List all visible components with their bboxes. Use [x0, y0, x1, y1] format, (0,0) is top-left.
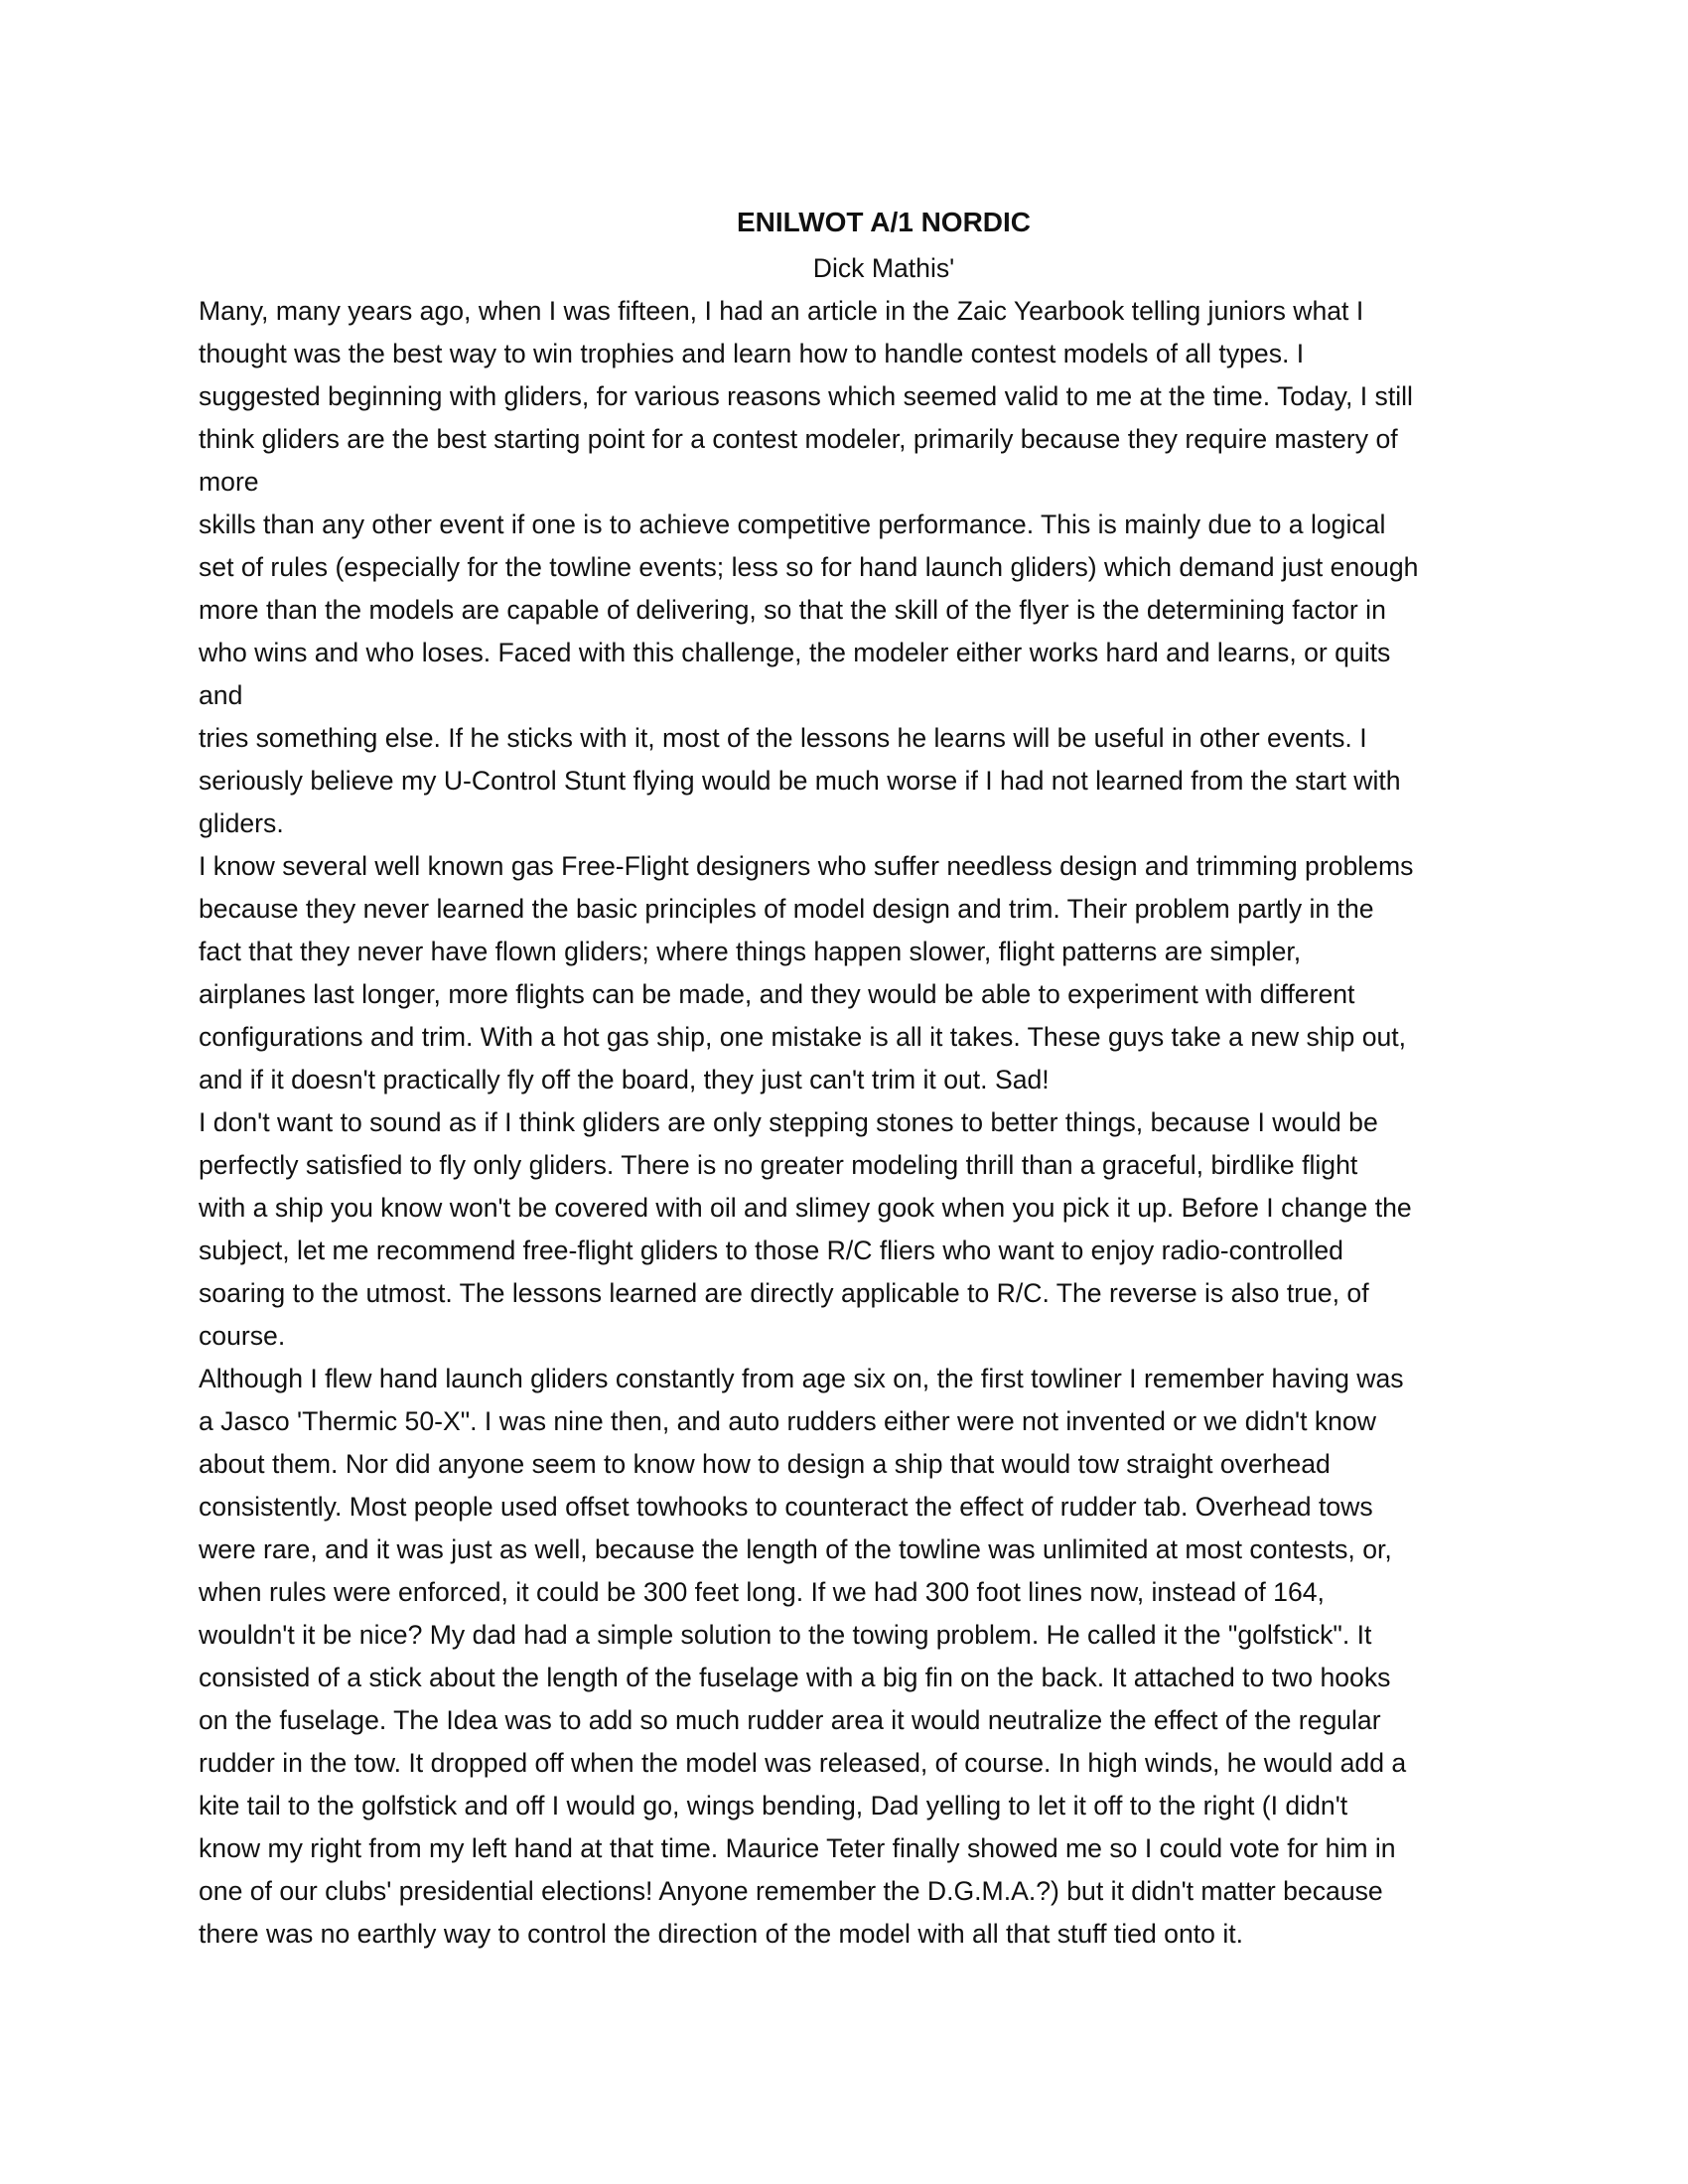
text-line: more than the models are capable of delivering, so that the skill of the flyer is the determining factor in [199, 595, 1386, 625]
text-line: consisted of a stick about the length of the fuselage with a big fin on the back. It attached to two hooks [199, 1663, 1391, 1692]
text-line: airplanes last longer, more flights can be made, and they would be able to experiment with different [199, 979, 1355, 1009]
text-line: about them. Nor did anyone seem to know how to design a ship that would tow straight overhead [199, 1449, 1331, 1479]
text-line: with a ship you know won't be covered with oil and slimey gook when you pick it up. Before I change the [199, 1193, 1412, 1223]
text-line: were rare, and it was just as well, because the length of the towline was unlimited at most contests, or, [199, 1534, 1392, 1564]
text-line: fact that they never have flown gliders; where things happen slower, flight patterns are simpler, [199, 937, 1302, 966]
text-line: there was no earthly way to control the direction of the model with all that stuff tied onto it. [199, 1919, 1244, 1949]
text-line: a Jasco 'Thermic 50-X". I was nine then, and auto rudders either were not invented or we didn't know [199, 1406, 1376, 1436]
text-line: Although I flew hand launch gliders constantly from age six on, the first towliner I remember having was [199, 1364, 1404, 1393]
text-line: kite tail to the golfstick and off I would go, wings bending, Dad yelling to let it off to the right (I didn't [199, 1791, 1348, 1820]
text-line: seriously believe my U-Control Stunt flying would be much worse if I had not learned from the start with [199, 766, 1401, 796]
text-line: I don't want to sound as if I think gliders are only stepping stones to better things, because I would be [199, 1107, 1378, 1137]
text-line: when rules were enforced, it could be 300 feet long. If we had 300 foot lines now, instead of 164, [199, 1577, 1325, 1607]
text-line: suggested beginning with gliders, for various reasons which seemed valid to me at the time. Today, I still [199, 381, 1413, 411]
text-line: course. [199, 1321, 286, 1351]
text-line: know my right from my left hand at that time. Maurice Teter finally showed me so I could vote for him in [199, 1833, 1396, 1863]
text-line: and [199, 680, 243, 710]
text-line: who wins and who loses. Faced with this challenge, the modeler either works hard and learns, or quits [199, 638, 1391, 667]
text-line: soaring to the utmost. The lessons learned are directly applicable to R/C. The reverse is also true, of [199, 1278, 1369, 1308]
text-line: subject, let me recommend free-flight gliders to those R/C fliers who want to enjoy radio-controlled [199, 1236, 1343, 1265]
text-line: skills than any other event if one is to achieve competitive performance. This is mainly due to a logical [199, 510, 1386, 539]
document-page [199, 201, 1489, 1956]
document-title: ENILWOT A/1 NORDIC [736, 207, 1032, 237]
text-line: because they never learned the basic principles of model design and trim. Their problem partly in the [199, 894, 1374, 924]
text-line: more [199, 467, 259, 497]
text-line: wouldn't it be nice? My dad had a simple solution to the towing problem. He called it the "golfstick". It [199, 1620, 1372, 1650]
body-text [199, 290, 1489, 1956]
text-line: Many, many years ago, when I was fifteen, I had an article in the Zaic Yearbook telling juniors what I [199, 296, 1364, 326]
text-line: perfectly satisfied to fly only gliders. There is no greater modeling thrill than a graceful, birdlike flight [199, 1150, 1358, 1180]
text-line: think gliders are the best starting point for a contest modeler, primarily because they require mastery of [199, 424, 1398, 454]
text-line: on the fuselage. The Idea was to add so much rudder area it would neutralize the effect of the regular [199, 1705, 1381, 1735]
text-line: set of rules (especially for the towline events; less so for hand launch gliders) which demand just enough [199, 552, 1419, 582]
text-line: gliders. [199, 808, 284, 838]
text-line: one of our clubs' presidential elections! Anyone remember the D.G.M.A.?) but it didn't matter because [199, 1876, 1383, 1906]
text-line: consistently. Most people used offset towhooks to counteract the effect of rudder tab. Overhead tows [199, 1492, 1373, 1522]
text-line: configurations and trim. With a hot gas ship, one mistake is all it takes. These guys take a new ship out, [199, 1022, 1407, 1052]
document-author: Dick Mathis' [812, 253, 955, 283]
text-line: I know several well known gas Free-Flight designers who suffer needless design and trimming problems [199, 851, 1414, 881]
text-line: tries something else. If he sticks with it, most of the lessons he learns will be useful in other events. I [199, 723, 1367, 753]
text-line: and if it doesn't practically fly off the board, they just can't trim it out. Sad! [199, 1065, 1050, 1094]
text-line: rudder in the tow. It dropped off when the model was released, of course. In high winds, he would add a [199, 1748, 1407, 1778]
text-line: thought was the best way to win trophies and learn how to handle contest models of all types. I [199, 339, 1305, 368]
